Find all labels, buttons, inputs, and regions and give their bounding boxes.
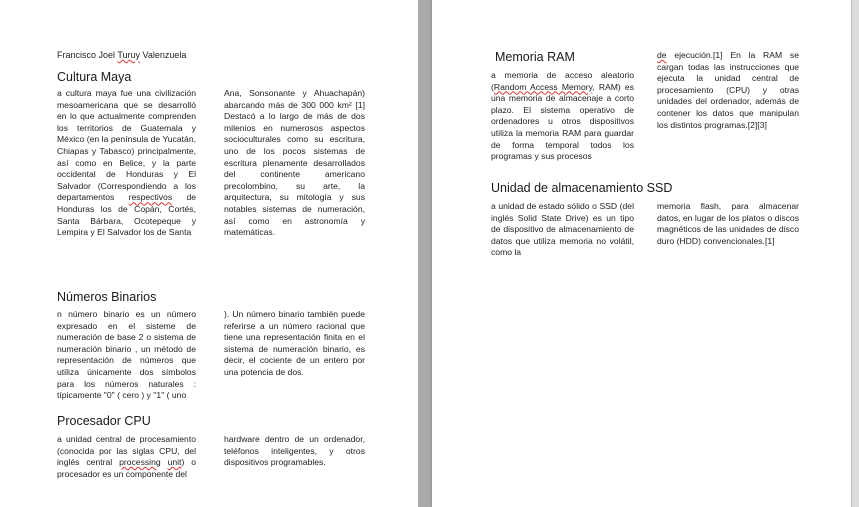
vertical-scrollbar[interactable]	[851, 0, 859, 507]
spellcheck-word: processing	[119, 457, 161, 468]
unidad-ssd-col2: memoria flash, para almacenar datos, en lugar de los platos o discos magnéticos de las unidades de disco duro (HDD) convencionales.[1]	[657, 201, 799, 246]
heading-memoria-ram: Memoria RAM	[495, 50, 575, 64]
page-gap	[418, 0, 432, 507]
memoria-ram-col2: de ejecución.[1] En la RAM se cargan todas las instrucciones que ejecuta la unidad central de procesamiento (CPU) y otras unidades del ordenador, además de contener los datos que manipulan los distintos programas.[2][3]	[657, 50, 799, 130]
numeros-binarios-col2: ). Un número binario también puede referirse a un número racional que tiene una representación finita en el sistema de numeración binario, es decir, el cociente de un entero por una potencia de dos.	[224, 309, 365, 377]
author-name: Francisco Joel Turuy Valenzuela	[57, 50, 187, 60]
memoria-ram-col1: a memoria de acceso aleatorio (Random Access Memory, RAM) es una memoria de almacenaje a corto plazo. El sistema operativo de ordenadores u otros dispositivos utiliza la memoria RAM para guardar de forma temporal todos los programas y sus procesos	[491, 70, 634, 162]
spellcheck-word: Random Access Memory	[493, 81, 593, 92]
spellcheck-word: de	[657, 50, 667, 60]
procesador-cpu-col2: hardware dentro de un ordenador, teléfonos inteligentes, y otros dispositivos programables.	[224, 434, 365, 468]
document-page-1	[0, 0, 418, 507]
spellcheck-word: respectivos	[128, 192, 173, 203]
heading-cultura-maya: Cultura Maya	[57, 70, 132, 84]
cultura-maya-col2: Ana, Sonsonante y Ahuachapán) abarcando más de 300 000 km² [1] Destacó a lo largo de más de dos milenios en numerosos aspectos socioculturales como su escritura, uno de los pocos sistemas de escritura plenamente desarrollados del continente americano precolombino, su arte, la arquitectura, su mitología y sus notables sistemas de numeración, así como en astronomía y matemáticas.	[224, 88, 365, 238]
heading-unidad-ssd: Unidad de almacenamiento SSD	[491, 181, 673, 195]
cultura-maya-col1: a cultura maya fue una civilización mesoamericana que se desarrolló en lo que actualmente comprenden los territorios de Guatemala y México (en la península de Yucatán, Chiapas y Tabasco) principalmente, así como en Belice, y la parte occidental de Honduras y El Salvador (Correspondiendo a los departamentos respectivos de Honduras los de Copán, Cortés, Santa Bárbara, Ocotepeque y Lempira y El Salvador los de Santa	[57, 88, 197, 238]
spellcheck-word: unit	[167, 457, 182, 468]
spellcheck-word: Turuy	[117, 50, 141, 60]
heading-numeros-binarios: Números Binarios	[57, 290, 157, 304]
numeros-binarios-col1: n número binario es un número expresado en el sisteme de numeración de base 2 o sistema de numeración binario , un método de representación de números que utiliza únicamente dos símbolos para los números naturales : típicamente "0" ( cero ) y "1" ( uno	[57, 309, 196, 401]
unidad-ssd-col1: a unidad de estado sólido o SSD (del inglés Solid State Drive) es un tipo de dispositivo de almacenamiento de datos que utiliza memoria no volátil, como la	[491, 201, 634, 258]
document-page-2	[432, 0, 852, 507]
heading-procesador-cpu: Procesador CPU	[57, 414, 151, 428]
procesador-cpu-col1: a unidad central de procesamiento (conocida por las siglas CPU, del inglés central processing unit) o procesador es un componente del	[57, 434, 196, 479]
